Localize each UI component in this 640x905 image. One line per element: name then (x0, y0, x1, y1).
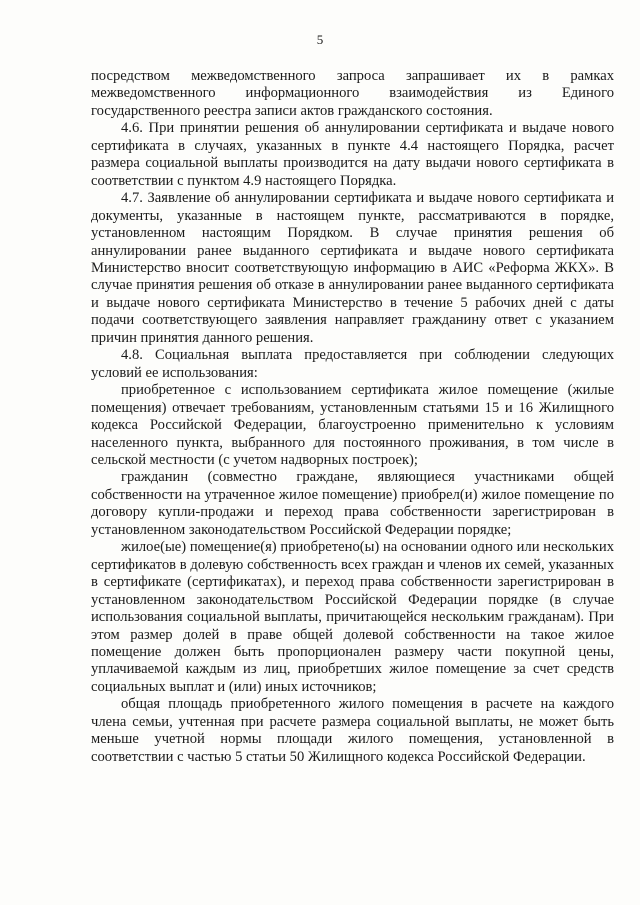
body-text (91, 68, 614, 766)
condition-shared-ownership: жилое(ые) помещение(я) приобретено(ы) на основании одного или нескольких сертификатов в долевую собственность всех граждан и членов их семей, указанных в сертификате (сертификатах), и переход права собственности зарегистрирован в установленном законодательством Российской Федерации порядке (в случае использования социальной выплаты, причитающейся нескольким гражданам). При этом размер долей в праве общей долевой собственности на такое жилое помещение должен быть пропорционален размеру части покупной цены, уплачиваемой каждым из лиц, приобретших жилое помещение за счет средств социальных выплат и (или) иных источников; (91, 539, 614, 695)
paragraph-4-8: 4.8. Социальная выплата предоставляется при соблюдении следующих условий ее использования: (91, 347, 614, 381)
paragraph-continuation: посредством межведомственного запроса запрашивает их в рамках межведомственного информационного взаимодействия из Единого государственного реестра записи актов гражданского состояния. (91, 68, 614, 119)
paragraph-4-6: 4.6. При принятии решения об аннулировании сертификата и выдаче нового сертификата в случаях, указанных в пункте 4.4 настоящего Порядка, расчет размера социальной выплаты производится на дату выдачи нового сертификата в соответствии с пунктом 4.9 настоящего Порядка. (91, 120, 614, 189)
page-number: 5 (316, 32, 324, 47)
condition-living-area: общая площадь приобретенного жилого помещения в расчете на каждого члена семьи, учтенная при расчете размера социальной выплаты, не может быть меньше учетной нормы площади жилого помещения, установленной в соответствии с частью 5 статьи 50 Жилищного кодекса Российской Федерации. (91, 696, 614, 765)
paragraph-4-7: 4.7. Заявление об аннулировании сертификата и выдаче нового сертификата и документы, указанные в настоящем пункте, рассматриваются в порядке, установленном настоящим Порядком. В случае принятия решения об аннулировании ранее выданного сертификата и выдаче нового сертификата Министерство вносит соответствующую информацию в АИС «Реформа ЖКХ». В случае принятия решения об отказе в аннулировании ранее выданного сертификата и выдаче нового сертификата Министерство в течение 5 рабочих дней с даты подачи соответствующего заявления направляет гражданину ответ с указанием причин принятия данного решения. (91, 190, 614, 346)
condition-housing-requirements: приобретенное с использованием сертификата жилое помещение (жилые помещения) отвечает требованиям, установленным статьями 15 и 16 Жилищного кодекса Российской Федерации, благоустроенно применительно к условиям населенного пункта, выбранного для постоянного проживания, в том числе в сельской местности (с учетом надворных построек); (91, 382, 614, 468)
condition-purchase-agreement: гражданин (совместно граждане, являющиеся участниками общей собственности на утраченное жилое помещение) приобрел(и) жилое помещение по договору купли-продажи и переход права собственности зарегистрирован в установленном законодательством Российской Федерации порядке; (91, 469, 614, 538)
